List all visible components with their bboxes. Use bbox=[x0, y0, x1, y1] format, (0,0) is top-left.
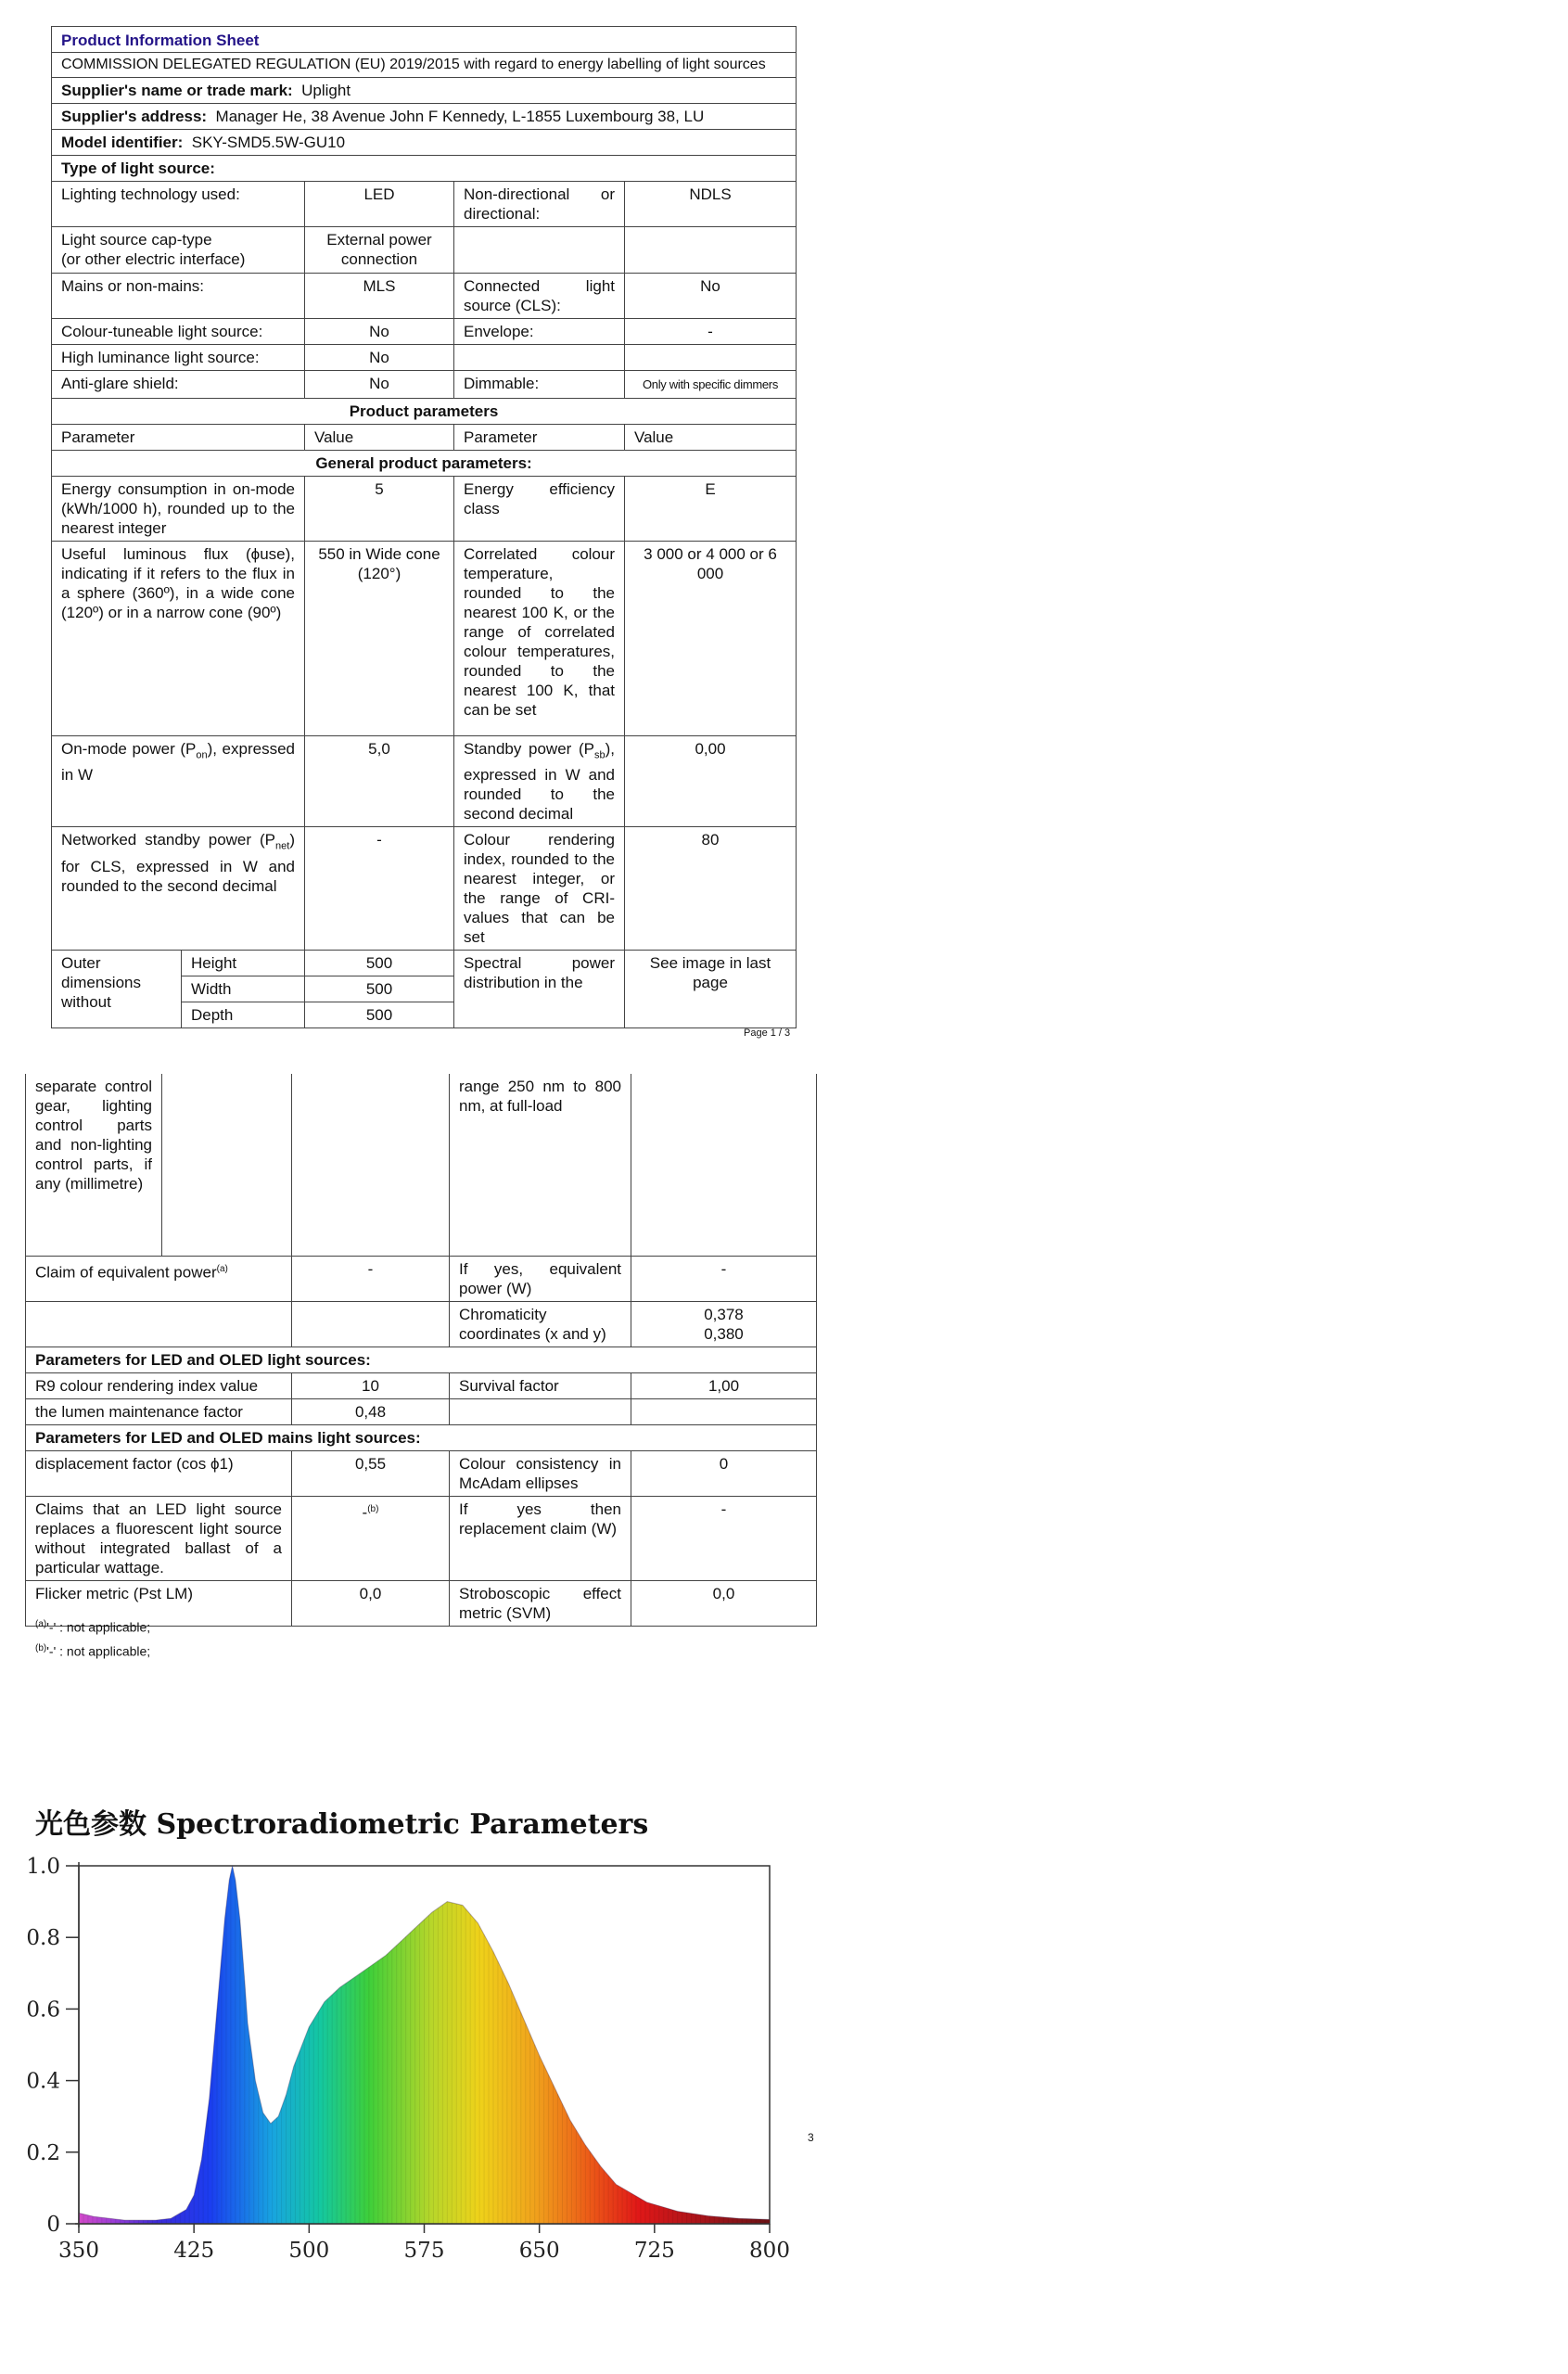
supplier-name-label: Supplier's name or trade mark: bbox=[61, 82, 293, 99]
supplier-address: Manager He, 38 Avenue John F Kennedy, L-1855 Luxembourg 38, LU bbox=[215, 108, 705, 125]
x-tick-label: 725 bbox=[633, 2239, 675, 2263]
chromaticity-value bbox=[631, 1301, 817, 1347]
replacement-value: - bbox=[631, 1496, 817, 1580]
general-heading: General product parameters: bbox=[52, 451, 797, 477]
claims-label: Claims that an LED light source replaces a fluorescent light source without integrated ballast of a particular wattage. bbox=[26, 1496, 292, 1580]
psb-value: 0,00 bbox=[625, 736, 797, 827]
lighting-tech-value: LED bbox=[305, 182, 454, 227]
width-label: Width bbox=[182, 976, 305, 1002]
model-row bbox=[52, 130, 797, 156]
efficiency-class-value: E bbox=[625, 477, 797, 542]
equiv-power-sup: (a) bbox=[216, 1263, 228, 1274]
product-params-heading: Product parameters bbox=[52, 399, 797, 425]
supplier-address-row bbox=[52, 104, 797, 130]
page-footer: Page 1 / 3 bbox=[744, 1027, 791, 1039]
outer-dims-label: Outer dimensions without bbox=[52, 951, 182, 1028]
high-lum-label: High luminance light source: bbox=[52, 345, 305, 371]
cls-label: Connected light source (CLS): bbox=[454, 274, 625, 319]
survival-value: 1,00 bbox=[631, 1372, 817, 1398]
col-value-2: Value bbox=[625, 425, 797, 451]
depth-label: Depth bbox=[182, 1002, 305, 1028]
colour-consistency-value: 0 bbox=[631, 1450, 817, 1496]
anti-glare-value: No bbox=[305, 371, 454, 399]
col-value-1: Value bbox=[305, 425, 454, 451]
pnet-value: - bbox=[305, 827, 454, 951]
col-parameter-2: Parameter bbox=[454, 425, 625, 451]
claims-value-text: - bbox=[362, 1503, 368, 1522]
pnet-label-b: ) for CLS, expressed in W and rounded to the second decimal bbox=[61, 831, 295, 895]
model-identifier: SKY-SMD5.5W-GU10 bbox=[191, 134, 346, 151]
envelope-label: Envelope: bbox=[454, 319, 625, 345]
regulation-text: COMMISSION DELEGATED REGULATION (EU) 2019/2015 with regard to energy labelling of light sources bbox=[52, 53, 797, 78]
dimmable-value: Only with specific dimmers bbox=[625, 371, 797, 399]
anti-glare-label: Anti-glare shield: bbox=[52, 371, 305, 399]
pon-label-a: On-mode power (P bbox=[61, 740, 197, 758]
cri-label: Colour rendering index, rounded to the nearest integer, or the range of CRI-values that can be set bbox=[454, 827, 625, 951]
claims-sup: (b) bbox=[367, 1503, 379, 1514]
cls-value: No bbox=[625, 274, 797, 319]
energy-cons-label: Energy consumption in on-mode (kWh/1000 h), rounded up to the nearest integer bbox=[52, 477, 305, 542]
info-sheet-page2 bbox=[25, 1074, 817, 1627]
chromaticity-y: 0,380 bbox=[704, 1324, 744, 1343]
width-value: 500 bbox=[305, 976, 454, 1002]
y-tick-label: 0.8 bbox=[26, 1926, 60, 1951]
flux-label: Useful luminous flux (ϕuse), indicating if it refers to the flux in a sphere (360º), in a wide cone (120º) or in a narrow cone (90º) bbox=[52, 542, 305, 736]
mains-label: Mains or non-mains: bbox=[52, 274, 305, 319]
plot-area bbox=[26, 1855, 790, 2263]
r9-value: 10 bbox=[292, 1372, 450, 1398]
spd-label-cont: range 250 nm to 800 nm, at full-load bbox=[450, 1074, 631, 1256]
equiv-power-label-text: Claim of equivalent power bbox=[35, 1263, 217, 1282]
replacement-label: If yes then replacement claim (W) bbox=[450, 1496, 631, 1580]
cri-value: 80 bbox=[625, 827, 797, 951]
y-tick-label: 0 bbox=[46, 2213, 60, 2237]
equiv-power-w-label: If yes, equivalent power (W) bbox=[450, 1256, 631, 1301]
info-sheet-page1 bbox=[51, 26, 797, 1028]
directional-value: NDLS bbox=[625, 182, 797, 227]
height-value: 500 bbox=[305, 951, 454, 976]
mains-heading: Parameters for LED and OLED mains light sources: bbox=[26, 1424, 817, 1450]
type-heading: Type of light source: bbox=[52, 156, 797, 182]
svm-value: 0,0 bbox=[631, 1580, 817, 1626]
psb-label bbox=[454, 736, 625, 827]
note-b-text: '-' : not applicable; bbox=[46, 1643, 151, 1659]
r9-label: R9 colour rendering index value bbox=[26, 1372, 292, 1398]
col-parameter-1: Parameter bbox=[52, 425, 305, 451]
spd-value: See image in last page bbox=[625, 951, 797, 1028]
page3-number: 3 bbox=[808, 2131, 814, 2144]
x-tick-label: 500 bbox=[288, 2239, 330, 2263]
supplier-name-row bbox=[52, 78, 797, 104]
chromaticity-x: 0,378 bbox=[704, 1305, 744, 1323]
cap-type-label-line2: (or other electric interface) bbox=[61, 250, 246, 268]
note-a-text: '-' : not applicable; bbox=[46, 1619, 151, 1635]
spectral-chart bbox=[0, 1845, 816, 2272]
efficiency-class-label: Energy efficiency class bbox=[454, 477, 625, 542]
directional-label: Non-directional or directional: bbox=[454, 182, 625, 227]
chromaticity-label: Chromaticity coordinates (x and y) bbox=[450, 1301, 631, 1347]
y-tick-label: 0.4 bbox=[26, 2069, 60, 2094]
cct-value: 3 000 or 4 000 or 6 000 bbox=[625, 542, 797, 736]
pnet-sub: net bbox=[275, 840, 290, 852]
mains-value: MLS bbox=[305, 274, 454, 319]
height-label: Height bbox=[182, 951, 305, 976]
lighting-tech-label: Lighting technology used: bbox=[52, 182, 305, 227]
colour-consistency-label: Colour consistency in McAdam ellipses bbox=[450, 1450, 631, 1496]
note-b-sup: (b) bbox=[35, 1643, 47, 1653]
led-heading: Parameters for LED and OLED light sources: bbox=[26, 1347, 817, 1372]
equiv-power-label bbox=[26, 1256, 292, 1301]
svm-label: Stroboscopic effect metric (SVM) bbox=[450, 1580, 631, 1626]
psb-label-b: ), expressed in W and rounded to the second decimal bbox=[464, 740, 615, 823]
lumen-maint-value: 0,48 bbox=[292, 1398, 450, 1424]
x-tick-label: 350 bbox=[58, 2239, 99, 2263]
psb-sub: sb bbox=[593, 749, 606, 761]
equiv-power-value: - bbox=[292, 1256, 450, 1301]
model-label: Model identifier: bbox=[61, 134, 184, 151]
claims-value bbox=[292, 1496, 450, 1580]
outer-dims-label-cont: separate control gear, lighting control parts and non-lighting control parts, if any (millimetre) bbox=[26, 1074, 162, 1256]
survival-label: Survival factor bbox=[450, 1372, 631, 1398]
dimmable-label: Dimmable: bbox=[454, 371, 625, 399]
flicker-label: Flicker metric (Pst LM) bbox=[26, 1580, 292, 1626]
chart-title: 光色参数 Spectroradiometric Parameters bbox=[35, 1808, 649, 1841]
cap-type-label-line1: Light source cap-type bbox=[61, 231, 212, 249]
supplier-address-label: Supplier's address: bbox=[61, 108, 208, 125]
pon-label-b: ), expressed in W bbox=[61, 740, 295, 785]
lumen-maint-label: the lumen maintenance factor bbox=[26, 1398, 292, 1424]
spd-label: Spectral power distribution in the bbox=[454, 951, 625, 1028]
equiv-power-w-value: - bbox=[631, 1256, 817, 1301]
flux-value: 550 in Wide cone (120°) bbox=[305, 542, 454, 736]
depth-value: 500 bbox=[305, 1002, 454, 1028]
note-a-sup: (a) bbox=[35, 1619, 47, 1629]
x-tick-label: 425 bbox=[173, 2239, 215, 2263]
displacement-label: displacement factor (cos ϕ1) bbox=[26, 1450, 292, 1496]
supplier-name: Uplight bbox=[301, 82, 351, 99]
x-tick-label: 575 bbox=[403, 2239, 445, 2263]
high-lum-value: No bbox=[305, 345, 454, 371]
x-tick-label: 800 bbox=[749, 2239, 790, 2263]
y-tick-label: 0.6 bbox=[26, 1997, 60, 2023]
displacement-value: 0,55 bbox=[292, 1450, 450, 1496]
cap-type-value: External power connection bbox=[305, 227, 454, 274]
x-tick-label: 650 bbox=[518, 2239, 560, 2263]
cct-label: Correlated colour temperature, rounded to the nearest 100 K, or the range of correlated colour temperatures, rounded to the nearest 100 K, that can be set bbox=[454, 542, 625, 736]
cap-type-label bbox=[52, 227, 305, 274]
pon-label bbox=[52, 736, 305, 827]
y-tick-label: 1.0 bbox=[26, 1855, 60, 1879]
envelope-value: - bbox=[625, 319, 797, 345]
pnet-label bbox=[52, 827, 305, 951]
pnet-label-a: Networked standby power (P bbox=[61, 831, 276, 849]
colour-tuneable-label: Colour-tuneable light source: bbox=[52, 319, 305, 345]
psb-label-a: Standby power (P bbox=[464, 740, 594, 758]
flicker-value: 0,0 bbox=[292, 1580, 450, 1626]
energy-cons-value: 5 bbox=[305, 477, 454, 542]
note-a bbox=[35, 1619, 150, 1635]
colour-tuneable-value: No bbox=[305, 319, 454, 345]
pon-value: 5,0 bbox=[305, 736, 454, 827]
pon-sub: on bbox=[196, 749, 208, 761]
note-b bbox=[35, 1643, 150, 1659]
y-tick-label: 0.2 bbox=[26, 2140, 60, 2165]
page-title: Product Information Sheet bbox=[52, 27, 797, 53]
